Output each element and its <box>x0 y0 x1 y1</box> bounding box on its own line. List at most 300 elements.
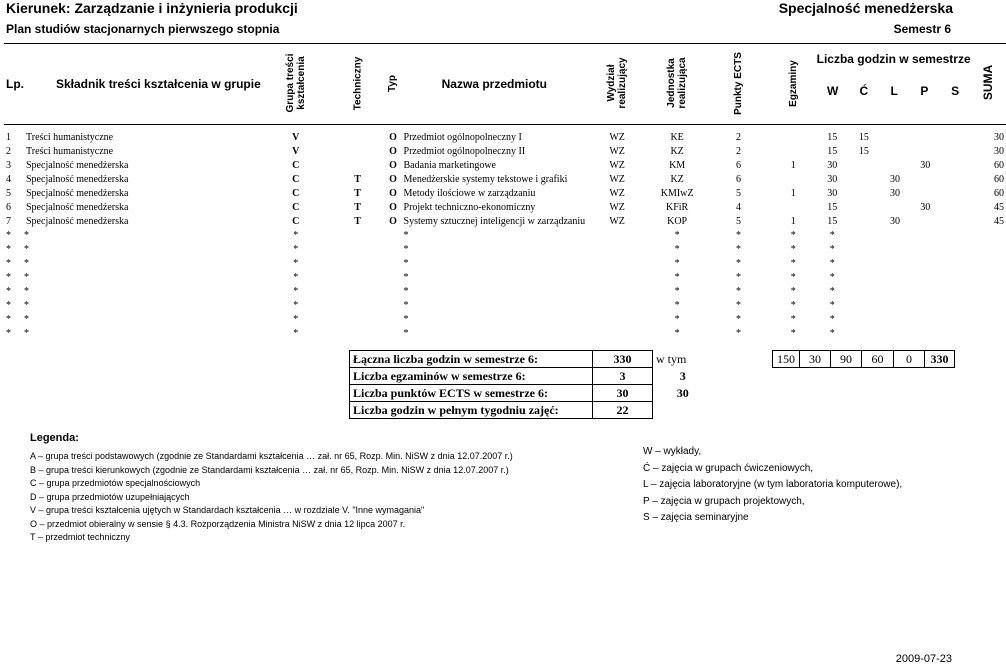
cell-nazwa: * <box>403 230 409 241</box>
cell-jednostka: KZ <box>670 146 684 157</box>
cell-c <box>848 257 880 271</box>
cell-nazwa: Metody ilościowe w zarządzaniu <box>403 188 536 199</box>
legend-item: C – grupa przedmiotów specjalnościowych <box>30 478 201 488</box>
cell-egz: * <box>790 244 796 255</box>
cell-w: * <box>829 286 835 297</box>
cell-tech: T <box>354 174 361 185</box>
cell-suma <box>971 243 1006 257</box>
summary-exams-value2: 3 <box>679 369 686 383</box>
cell-ects: 5 <box>736 216 742 227</box>
cell-jednostka: * <box>674 300 680 311</box>
summary-ects-label: Liczba punktów ECTS w semestrze 6: <box>350 385 593 402</box>
header-suma: SUMA <box>980 64 995 101</box>
table-row <box>4 173 1006 187</box>
curriculum-table <box>4 43 1006 341</box>
cell-s <box>940 201 970 215</box>
cell-p <box>910 229 940 243</box>
cell-p: 30 <box>920 160 931 171</box>
cell-jednostka: * <box>674 328 680 339</box>
cell-s <box>940 159 970 173</box>
cell-wydzial: WZ <box>609 202 625 213</box>
legend-item: V – grupa treści kształcenia ujętych w Standardach kształcenia … w rozdziale V. "Inne wymagania" <box>30 505 425 515</box>
cell-egz: * <box>790 258 796 269</box>
cell-w: * <box>829 258 835 269</box>
cell-skladnik: Treści humanistyczne <box>26 146 114 157</box>
cell-tech <box>331 271 385 285</box>
cell-typ <box>384 285 401 299</box>
cell-ects: * <box>736 300 742 311</box>
cell-suma <box>971 229 1006 243</box>
cell-nazwa: Badania marketingowe <box>403 160 496 171</box>
cell-egz: 1 <box>790 160 796 171</box>
table-header-row <box>4 44 1006 125</box>
cell-w: 30 <box>827 174 838 185</box>
cell-c <box>848 243 880 257</box>
cell-jednostka: KM <box>669 160 686 171</box>
cell-s <box>940 145 970 159</box>
header-jednostka: Jednostka realizująca <box>666 57 689 109</box>
cell-wydzial <box>587 327 647 341</box>
cell-nazwa: Menedżerskie systemy tekstowe i grafiki <box>403 174 568 185</box>
cell-w: * <box>829 272 835 283</box>
cell-jednostka: KMIwZ <box>660 188 694 199</box>
cell-egz: 1 <box>790 188 796 199</box>
legend-item: A – grupa treści podstawowych (zgodnie ze Standardami kształcenia … zał. nr 65, Rozp. Min. NiSW z dnia 12.07.2007 r.) <box>30 451 513 461</box>
cell-skladnik: * <box>24 230 29 241</box>
cell-suma <box>971 299 1006 313</box>
cell-typ: O <box>389 146 397 157</box>
cell-s <box>940 215 970 229</box>
cell-c: 15 <box>858 132 869 143</box>
placeholder-row <box>4 271 1006 285</box>
cell-p <box>910 173 940 187</box>
table-row <box>4 215 1006 229</box>
cell-grupa: C <box>292 188 300 199</box>
cell-lp: * <box>6 258 11 269</box>
cell-w: 15 <box>827 146 838 157</box>
cell-p <box>910 131 940 145</box>
cell-jednostka: * <box>674 314 680 325</box>
cell-ects: * <box>736 258 742 269</box>
cell-w: * <box>829 230 835 241</box>
cell-wydzial <box>587 257 647 271</box>
cell-typ <box>384 327 401 341</box>
cell-w: 30 <box>827 188 838 199</box>
cell-ects: * <box>736 286 742 297</box>
cell-tech: T <box>354 188 361 199</box>
summary-breakdown-p: 60 <box>862 351 894 368</box>
cell-s <box>940 257 970 271</box>
program-title: Kierunek: Zarządzanie i inżynieria produkcji <box>6 0 298 16</box>
cell-tech <box>331 159 385 173</box>
cell-typ: O <box>389 160 397 171</box>
cell-skladnik: Treści humanistyczne <box>26 132 114 143</box>
summary-breakdown-suma: 330 <box>925 351 955 368</box>
cell-w: 15 <box>827 216 838 227</box>
cell-wydzial <box>587 299 647 313</box>
cell-typ <box>384 257 401 271</box>
cell-suma: 60 <box>994 160 1004 171</box>
header-liczba-godzin: Liczba godzin w semestrze <box>816 52 971 66</box>
legend-item: S – zajęcia seminaryjne <box>643 512 749 523</box>
header-c: Ć <box>859 84 869 98</box>
cell-ects: 6 <box>736 160 742 171</box>
cell-typ: O <box>389 216 397 227</box>
cell-c <box>848 215 880 229</box>
cell-wydzial: WZ <box>609 188 625 199</box>
cell-l <box>880 243 910 257</box>
cell-l <box>880 313 910 327</box>
header-wydzial: Wydział realizujący <box>606 57 629 109</box>
placeholder-row <box>4 313 1006 327</box>
cell-egz <box>770 131 817 145</box>
header-ects: Punkty ECTS <box>733 52 745 115</box>
cell-tech <box>331 327 385 341</box>
cell-egz: * <box>790 286 796 297</box>
cell-nazwa: * <box>403 244 409 255</box>
cell-grupa: * <box>293 272 299 283</box>
cell-lp: * <box>6 272 11 283</box>
cell-skladnik: * <box>24 272 29 283</box>
cell-tech <box>331 313 385 327</box>
cell-lp: * <box>6 286 11 297</box>
cell-tech <box>331 131 385 145</box>
cell-wydzial <box>587 243 647 257</box>
summary-table <box>349 350 955 419</box>
cell-skladnik: * <box>24 328 29 339</box>
summary-weekly-label: Liczba godzin w pełnym tygodniu zajęć: <box>350 402 593 419</box>
cell-suma: 30 <box>994 146 1004 157</box>
cell-egz: * <box>790 272 796 283</box>
table-row <box>4 145 1006 159</box>
cell-wydzial: WZ <box>609 216 625 227</box>
placeholder-row <box>4 327 1006 341</box>
cell-typ: O <box>389 132 397 143</box>
cell-tech <box>331 285 385 299</box>
cell-p <box>910 285 940 299</box>
cell-l: 30 <box>889 174 900 185</box>
cell-l <box>880 201 910 215</box>
cell-suma: 60 <box>994 174 1004 185</box>
cell-suma <box>971 285 1006 299</box>
cell-nazwa: * <box>403 300 409 311</box>
cell-egz <box>770 173 817 187</box>
cell-wydzial: WZ <box>609 132 625 143</box>
cell-nazwa: * <box>403 272 409 283</box>
cell-jednostka: KZ <box>670 174 684 185</box>
cell-c <box>848 173 880 187</box>
summary-ects-value: 30 <box>593 385 653 402</box>
cell-wydzial <box>587 285 647 299</box>
cell-skladnik: * <box>24 300 29 311</box>
cell-nazwa: * <box>403 314 409 325</box>
semester-label: Semestr 6 <box>893 22 951 36</box>
header-p: P <box>920 84 929 98</box>
cell-wydzial: WZ <box>609 174 625 185</box>
cell-lp: 7 <box>6 216 11 227</box>
placeholder-row <box>4 229 1006 243</box>
cell-tech <box>331 145 385 159</box>
cell-c: 15 <box>858 146 869 157</box>
cell-w: 15 <box>827 132 838 143</box>
cell-tech: T <box>354 202 361 213</box>
cell-c <box>848 159 880 173</box>
cell-l <box>880 271 910 285</box>
cell-w: * <box>829 300 835 311</box>
cell-grupa: * <box>293 244 299 255</box>
cell-c <box>848 285 880 299</box>
cell-tech <box>331 243 385 257</box>
cell-ects: * <box>736 272 742 283</box>
cell-wydzial: WZ <box>609 160 625 171</box>
cell-grupa: V <box>292 146 300 157</box>
cell-p <box>910 313 940 327</box>
cell-l <box>880 257 910 271</box>
cell-skladnik: * <box>24 286 29 297</box>
cell-grupa: C <box>292 202 300 213</box>
cell-grupa: V <box>292 132 300 143</box>
cell-grupa: * <box>293 286 299 297</box>
cell-lp: * <box>6 300 11 311</box>
cell-p <box>910 257 940 271</box>
cell-suma: 60 <box>994 188 1004 199</box>
cell-jednostka: KFiR <box>666 202 689 213</box>
cell-w: * <box>829 314 835 325</box>
cell-suma: 45 <box>994 216 1004 227</box>
summary-weekly-value: 22 <box>593 402 653 419</box>
header-egzaminy: Egzaminy <box>787 60 799 107</box>
cell-w: * <box>829 328 835 339</box>
cell-c <box>848 299 880 313</box>
cell-jednostka: * <box>674 258 680 269</box>
cell-grupa: C <box>292 216 300 227</box>
placeholder-row <box>4 257 1006 271</box>
cell-grupa: C <box>292 174 300 185</box>
cell-typ <box>384 243 401 257</box>
cell-s <box>940 327 970 341</box>
cell-w: * <box>829 244 835 255</box>
legend-item: L – zajęcia laboratoryjne (w tym laboratoria komputerowe), <box>643 479 903 490</box>
cell-wydzial <box>587 271 647 285</box>
cell-nazwa: Przedmiot ogólnopolneczny II <box>403 146 526 157</box>
summary-breakdown-l: 90 <box>831 351 862 368</box>
cell-egz: * <box>790 300 796 311</box>
cell-wydzial <box>587 313 647 327</box>
table-row <box>4 201 1006 215</box>
header-grupa: Grupa treści kształcenia <box>284 53 307 113</box>
cell-lp: 3 <box>6 160 11 171</box>
cell-skladnik: Specjalność menedżerska <box>26 160 129 171</box>
summary-breakdown-s: 0 <box>894 351 925 368</box>
cell-typ <box>384 313 401 327</box>
table-row <box>4 187 1006 201</box>
cell-l <box>880 327 910 341</box>
cell-ects: 6 <box>736 174 742 185</box>
cell-ects: 2 <box>736 132 742 143</box>
cell-p <box>910 299 940 313</box>
legend-item: O – przedmiot obieralny w sensie § 4.3. Rozporządzenia Ministra NiSW z dnia 12 lipca 2007 r. <box>30 518 406 529</box>
cell-tech: T <box>354 216 361 227</box>
legend-right <box>643 444 902 527</box>
legend-left <box>30 450 513 545</box>
cell-suma: 30 <box>994 132 1004 143</box>
cell-egz: 1 <box>790 216 796 227</box>
cell-c <box>848 229 880 243</box>
cell-s <box>940 271 970 285</box>
cell-lp: * <box>6 328 11 339</box>
summary-breakdown-w: 150 <box>773 351 800 368</box>
cell-skladnik: * <box>24 244 29 255</box>
placeholder-row <box>4 243 1006 257</box>
summary-ects-value2: 30 <box>676 386 689 400</box>
cell-c <box>848 271 880 285</box>
cell-egz: * <box>790 230 796 241</box>
cell-grupa: * <box>293 328 299 339</box>
header-typ: Typ <box>387 74 399 93</box>
cell-s <box>940 313 970 327</box>
cell-lp: * <box>6 244 11 255</box>
cell-suma: 45 <box>994 202 1004 213</box>
cell-s <box>940 187 970 201</box>
placeholder-row <box>4 285 1006 299</box>
summary-hours-label: Łączna liczba godzin w semestrze 6: <box>350 351 593 368</box>
cell-nazwa: Projekt techniczno-ekonomiczny <box>403 202 536 213</box>
legend-item: T – przedmiot techniczny <box>30 532 130 542</box>
cell-s <box>940 243 970 257</box>
cell-lp: 6 <box>6 202 11 213</box>
cell-nazwa: * <box>403 286 409 297</box>
cell-p <box>910 187 940 201</box>
cell-egz <box>770 201 817 215</box>
cell-typ <box>384 229 401 243</box>
cell-l <box>880 229 910 243</box>
cell-skladnik: Specjalność menedżerska <box>26 188 129 199</box>
cell-w: 30 <box>827 160 838 171</box>
cell-c <box>848 187 880 201</box>
cell-c <box>848 313 880 327</box>
cell-l <box>880 159 910 173</box>
cell-typ <box>384 271 401 285</box>
cell-skladnik: Specjalność menedżerska <box>26 174 129 185</box>
cell-ects: * <box>736 314 742 325</box>
cell-egz: * <box>790 328 796 339</box>
cell-egz <box>770 145 817 159</box>
cell-suma <box>971 313 1006 327</box>
cell-nazwa: Systemy sztucznej inteligencji w zarządzaniu <box>403 216 586 227</box>
cell-jednostka: * <box>674 230 680 241</box>
cell-grupa: C <box>292 160 300 171</box>
cell-p <box>910 145 940 159</box>
cell-typ <box>384 299 401 313</box>
cell-grupa: * <box>293 230 299 241</box>
cell-nazwa: * <box>403 328 409 339</box>
cell-l: 30 <box>889 216 900 227</box>
cell-skladnik: * <box>24 258 29 269</box>
cell-ects: 2 <box>736 146 742 157</box>
cell-lp: 1 <box>6 132 11 143</box>
header-nazwa: Nazwa przedmiotu <box>402 44 588 125</box>
cell-w: 15 <box>827 202 838 213</box>
cell-ects: * <box>736 244 742 255</box>
cell-jednostka: * <box>674 286 680 297</box>
cell-lp: 2 <box>6 146 11 157</box>
header-skladnik: Składnik treści kształcenia w grupie <box>24 44 261 125</box>
legend-title: Legenda: <box>30 432 79 444</box>
cell-egz: * <box>790 314 796 325</box>
cell-suma <box>971 327 1006 341</box>
cell-l <box>880 285 910 299</box>
cell-lp: * <box>6 230 11 241</box>
legend-item: D – grupa przedmiotów uzupełniających <box>30 491 190 502</box>
cell-grupa: * <box>293 258 299 269</box>
cell-grupa: * <box>293 314 299 325</box>
header-techniczny: Techniczny <box>352 56 364 111</box>
cell-wydzial <box>587 229 647 243</box>
cell-jednostka: KE <box>670 132 684 143</box>
cell-l <box>880 131 910 145</box>
table-row <box>4 159 1006 173</box>
cell-typ: O <box>389 188 397 199</box>
header-lp: Lp. <box>4 44 24 125</box>
cell-nazwa: Przedmiot ogólnopolneczny I <box>403 132 522 143</box>
cell-l <box>880 299 910 313</box>
cell-jednostka: KOP <box>667 216 688 227</box>
cell-suma <box>971 271 1006 285</box>
cell-ects: 4 <box>736 202 742 213</box>
summary-exams-label: Liczba egzaminów w semestrze 6: <box>350 368 593 385</box>
cell-skladnik: Specjalność menedżerska <box>26 202 129 213</box>
summary-breakdown-c: 30 <box>800 351 831 368</box>
cell-skladnik: * <box>24 314 29 325</box>
legend-item: Ć – zajęcia w grupach ćwiczeniowych, <box>643 462 814 474</box>
cell-ects: * <box>736 328 742 339</box>
cell-grupa: * <box>293 300 299 311</box>
header-w: W <box>827 84 839 98</box>
cell-typ: O <box>389 202 397 213</box>
cell-p <box>910 327 940 341</box>
cell-typ: O <box>389 174 397 185</box>
legend-item: P – zajęcia w grupach projektowych, <box>643 495 805 507</box>
cell-p <box>910 271 940 285</box>
cell-suma <box>971 257 1006 271</box>
cell-wydzial: WZ <box>609 146 625 157</box>
cell-tech <box>331 299 385 313</box>
cell-s <box>940 285 970 299</box>
cell-c <box>848 201 880 215</box>
footer-date: 2009-07-23 <box>895 653 952 665</box>
cell-s <box>940 131 970 145</box>
summary-hours-value: 330 <box>593 351 653 368</box>
cell-ects: 5 <box>736 188 742 199</box>
cell-jednostka: * <box>674 272 680 283</box>
cell-lp: 5 <box>6 188 11 199</box>
header-l: L <box>890 84 898 98</box>
cell-p <box>910 243 940 257</box>
summary-exams-value: 3 <box>593 368 653 385</box>
cell-tech <box>331 257 385 271</box>
cell-skladnik: Specjalność menedżerska <box>26 216 129 227</box>
cell-jednostka: * <box>674 244 680 255</box>
cell-lp: * <box>6 314 11 325</box>
cell-tech <box>331 229 385 243</box>
cell-s <box>940 299 970 313</box>
cell-l: 30 <box>889 188 900 199</box>
cell-ects: * <box>736 230 742 241</box>
summary-w-tym: w tym <box>656 352 687 366</box>
legend-item: B – grupa treści kierunkowych (zgodnie ze Standardami kształcenia … zał. nr 65, Rozp. Min. NiSW z dnia 12.07.2007 r.) <box>30 464 509 475</box>
cell-lp: 4 <box>6 174 11 185</box>
cell-s <box>940 229 970 243</box>
